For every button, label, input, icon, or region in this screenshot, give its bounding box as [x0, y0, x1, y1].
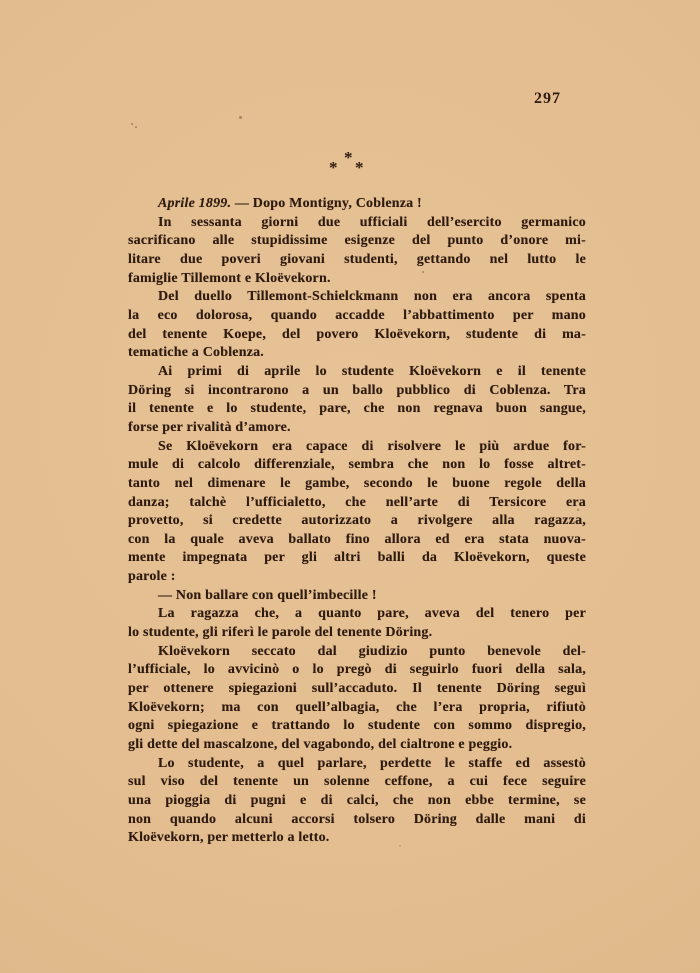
text-line: danza; talchè l’ufficialetto, che nell’arte di Tersicore era	[128, 494, 586, 510]
scan-speck	[572, 775, 574, 777]
dateline-date: Aprile 1899.	[158, 196, 232, 211]
text-line: non quando alcuni accorsi tolsero Döring dalle mani di	[128, 811, 586, 827]
text-line: litare due poveri giovani studenti, gettando nel lutto le	[128, 251, 586, 267]
text-line: famiglie Tillemont e Kloëvekorn.	[128, 270, 331, 286]
text-line: gli dette del mascalzone, del vagabondo, del cialtrone e peggio.	[128, 737, 513, 753]
text-line: Kloëvekorn; ma con quell’albagia, che l’era propria, rifiutò	[128, 699, 586, 715]
text-line: Se Kloëvekorn era capace di risolvere le più ardue for-	[158, 438, 586, 454]
dialogue-line: — Non ballare con quell’imbecille !	[158, 587, 377, 603]
text-line: La ragazza che, a quanto pare, aveva del tenero per	[158, 606, 586, 622]
text-line: forse per rivalità d’amore.	[128, 419, 291, 435]
text-line: l’ufficiale, lo avvicinò o lo pregò di seguirlo fuori della sala,	[128, 662, 586, 678]
asterisk-glyph: *	[355, 158, 364, 177]
text-line: Ai primi di aprile lo studente Kloëvekorn e il tenente	[158, 363, 586, 379]
asterism	[326, 149, 374, 179]
text-line: con la quale aveva ballato fino allora ed era stata nuova-	[128, 531, 586, 547]
text-line: provetto, si credette autorizzato a rivolgere alla ragazza,	[128, 513, 586, 529]
dateline	[128, 195, 586, 214]
text-line: sacrificano alle stupidissime esigenze del punto d’onore mi-	[128, 233, 586, 249]
asterisk-glyph: *	[329, 158, 338, 177]
dateline-rest: — Dopo Montigny, Coblenza !	[231, 196, 422, 211]
text-line: mule di calcolo differenziale, sembra che non lo fosse altret-	[128, 457, 586, 473]
text-block	[128, 195, 586, 848]
text-line: tanto nel dimenare le gambe, secondo le buone regole della	[128, 475, 586, 491]
text-line: tematiche a Coblenza.	[128, 345, 265, 361]
text-line: Del duello Tillemont-Schielckmann non era ancora spenta	[158, 289, 586, 305]
text-line: una pioggia di pugni e di calci, che non ebbe termine, se	[128, 793, 586, 808]
scan-speck	[399, 845, 401, 847]
text-line: Kloëvekorn seccato dal giudizio punto benevole del-	[158, 643, 586, 659]
text-line: mente impegnata per gli altri balli da Kloëvekorn, queste	[128, 550, 586, 566]
text-line: per ottenere spiegazioni sull’accaduto. Il tenente Döring seguì	[128, 681, 586, 697]
page-number: 297	[534, 90, 561, 107]
text-line: lo studente, gli riferì le parole del tenente Döring.	[128, 625, 433, 641]
text-line: la eco dolorosa, quando accadde l’abbattimento per mano	[128, 307, 586, 323]
scan-speck	[422, 271, 424, 273]
scan-speck	[135, 126, 137, 128]
text-line: Kloëvekorn, per metterlo a letto.	[128, 830, 330, 846]
scan-speck	[131, 123, 133, 125]
scan-speck	[239, 116, 242, 119]
text-line: il tenente e lo studente, pare, che non regnava buon sangue,	[128, 401, 586, 417]
text-line: del tenente Koepe, del povero Kloëvekorn, studente di ma-	[128, 326, 586, 342]
scan-speck	[577, 509, 579, 511]
text-line: parole :	[128, 569, 176, 585]
text-line: In sessanta giorni due ufficiali dell’esercito germanico	[158, 214, 586, 230]
text-line: sul viso del tenente un solenne ceffone, a cui fece seguire	[128, 774, 586, 790]
asterisk-glyph: *	[344, 148, 353, 167]
text-line: Lo studente, a quel parlare, perdette le staffe ed assestò	[158, 755, 586, 771]
text-line: Döring si incontrarono a un ballo pubblico di Coblenza. Tra	[128, 382, 586, 398]
text-line: ogni spiegazione e trattando lo studente con sommo dispregio,	[128, 718, 586, 734]
